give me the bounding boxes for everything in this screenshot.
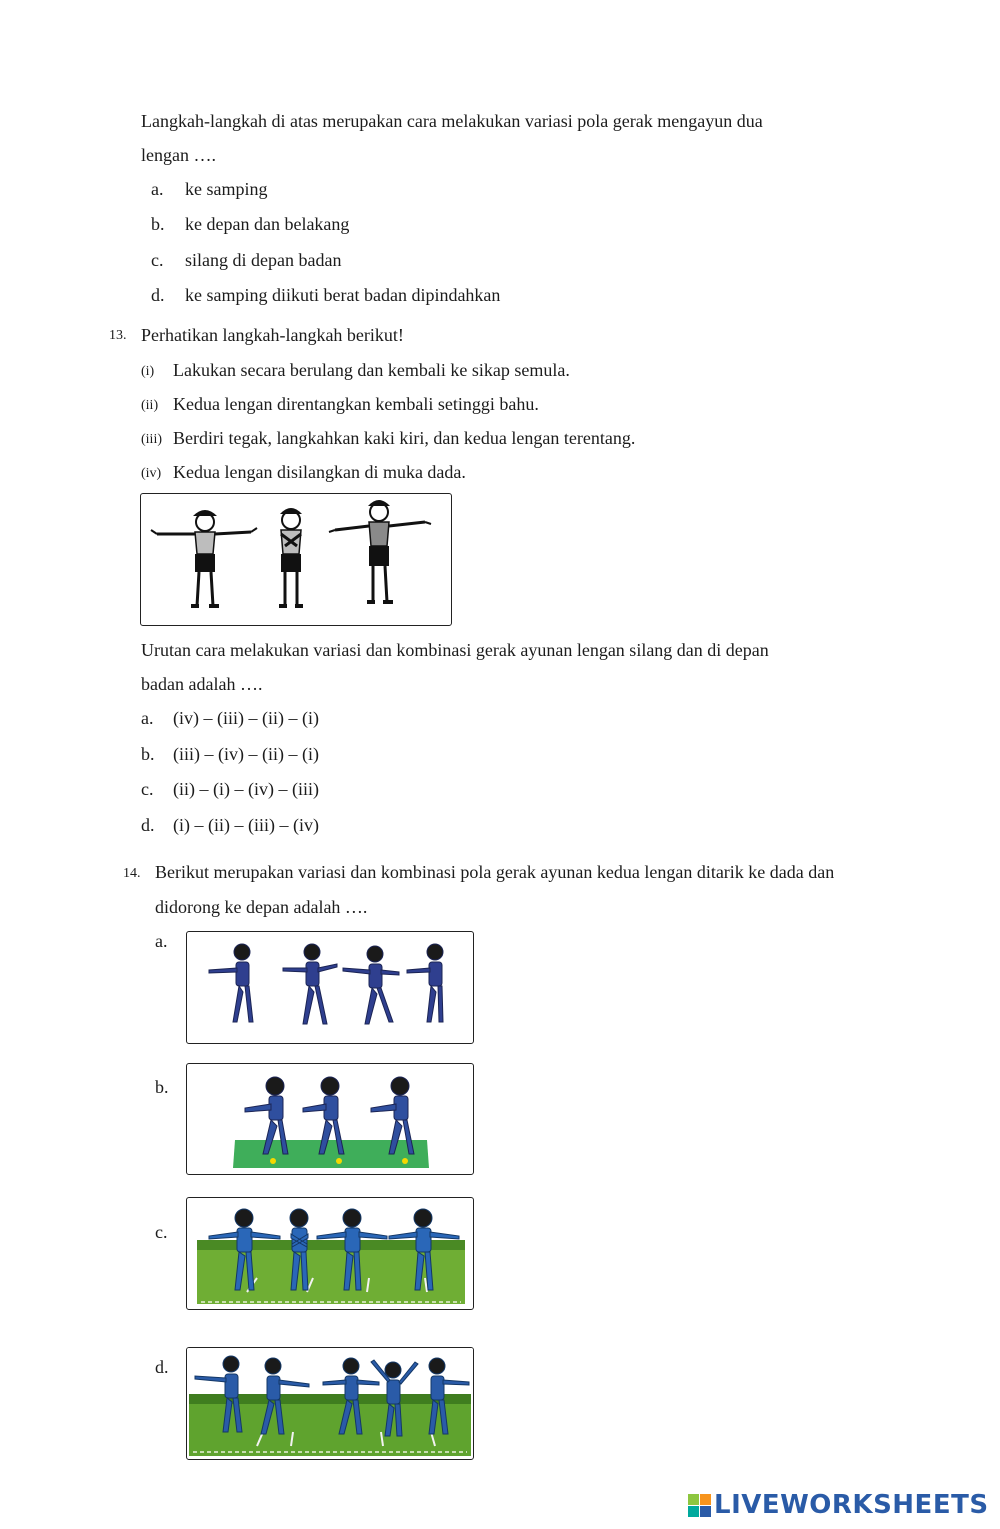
q14-option-c-image[interactable] (186, 1197, 474, 1310)
q14-option-a-letter: a. (155, 931, 168, 951)
q13-step-3-text: Berdiri tegak, langkahkan kaki kiri, dan kedua lengan terentang. (173, 428, 636, 448)
girl-figure-3 (343, 946, 399, 1024)
q13-question-line1: Urutan cara melakukan variasi dan kombinasi gerak ayunan lengan silang dan di depan (141, 640, 769, 660)
q13-step-1-num: (i) (141, 364, 155, 379)
q13-option-c-text[interactable]: (ii) – (i) – (iv) – (iii) (173, 779, 319, 799)
q13-figure-arm-cross (140, 493, 452, 626)
q13-question-line2: badan adalah …. (141, 674, 263, 694)
liveworksheets-logo (688, 1487, 993, 1523)
q13-option-a-letter: a. (141, 708, 154, 728)
q13-step-4-text: Kedua lengan disilangkan di muka dada. (173, 462, 466, 482)
q13-option-a-text[interactable]: (iv) – (iii) – (ii) – (i) (173, 708, 319, 728)
q13-option-b-text[interactable]: (iii) – (iv) – (ii) – (i) (173, 744, 319, 764)
q14-number: 14. (123, 866, 141, 881)
green-mat (233, 1140, 429, 1168)
q12-option-c-letter: c. (151, 250, 164, 270)
q12-option-c-text[interactable]: silang di depan badan (185, 250, 342, 270)
q14-option-d-letter: d. (155, 1357, 169, 1377)
figure-arms-spread-2 (329, 500, 431, 602)
q14-option-a-illustration (187, 932, 473, 1043)
q13-step-2-num: (ii) (141, 398, 159, 413)
q13-figure-illustration (141, 494, 451, 625)
q14-option-c-illustration (187, 1198, 473, 1309)
q12-option-b-text[interactable]: ke depan dan belakang (185, 214, 350, 234)
liveworksheets-logo-text: LIVEWORKSHEETS (714, 1490, 989, 1520)
q13-option-d-text[interactable]: (i) – (ii) – (iii) – (iv) (173, 815, 319, 835)
q14-option-b-image[interactable] (186, 1063, 474, 1175)
q12-option-a-text[interactable]: ke samping (185, 179, 268, 199)
q14-option-d-image[interactable] (186, 1347, 474, 1460)
q13-option-c-letter: c. (141, 779, 154, 799)
q14-option-c-letter: c. (155, 1222, 168, 1242)
girl-figure-2 (283, 944, 337, 1024)
q13-number: 13. (109, 328, 127, 343)
q13-step-3-num: (iii) (141, 432, 162, 447)
figure-arms-crossed (279, 508, 303, 606)
q13-stem: Perhatikan langkah-langkah berikut! (141, 325, 404, 345)
q12-option-b-letter: b. (151, 214, 165, 234)
q14-option-a-image[interactable] (186, 931, 474, 1044)
girl-figure-1 (209, 944, 253, 1022)
q14-option-b-illustration (187, 1064, 473, 1174)
girl-figure-4 (407, 944, 443, 1022)
q12-option-d-text[interactable]: ke samping diikuti berat badan dipindahkan (185, 285, 501, 305)
q12-stem-line2: lengan …. (141, 145, 216, 165)
figure-arms-spread (151, 510, 257, 606)
q12-option-d-letter: d. (151, 285, 165, 305)
q13-step-4-num: (iv) (141, 466, 162, 481)
q13-step-1-text: Lakukan secara berulang dan kembali ke sikap semula. (173, 360, 570, 380)
q13-option-b-letter: b. (141, 744, 155, 764)
q12-stem-line1: Langkah-langkah di atas merupakan cara melakukan variasi pola gerak mengayun dua (141, 111, 763, 131)
liveworksheets-logo-mark-icon (688, 1494, 711, 1517)
q14-stem-line1: Berikut merupakan variasi dan kombinasi pola gerak ayunan kedua lengan ditarik ke dada dan (155, 862, 835, 882)
q13-option-d-letter: d. (141, 815, 155, 835)
q14-stem-line2: didorong ke depan adalah …. (155, 897, 368, 917)
q13-step-2-text: Kedua lengan direntangkan kembali setinggi bahu. (173, 394, 539, 414)
q12-option-a-letter: a. (151, 179, 164, 199)
q14-option-b-letter: b. (155, 1077, 169, 1097)
q14-option-d-illustration (187, 1348, 473, 1459)
